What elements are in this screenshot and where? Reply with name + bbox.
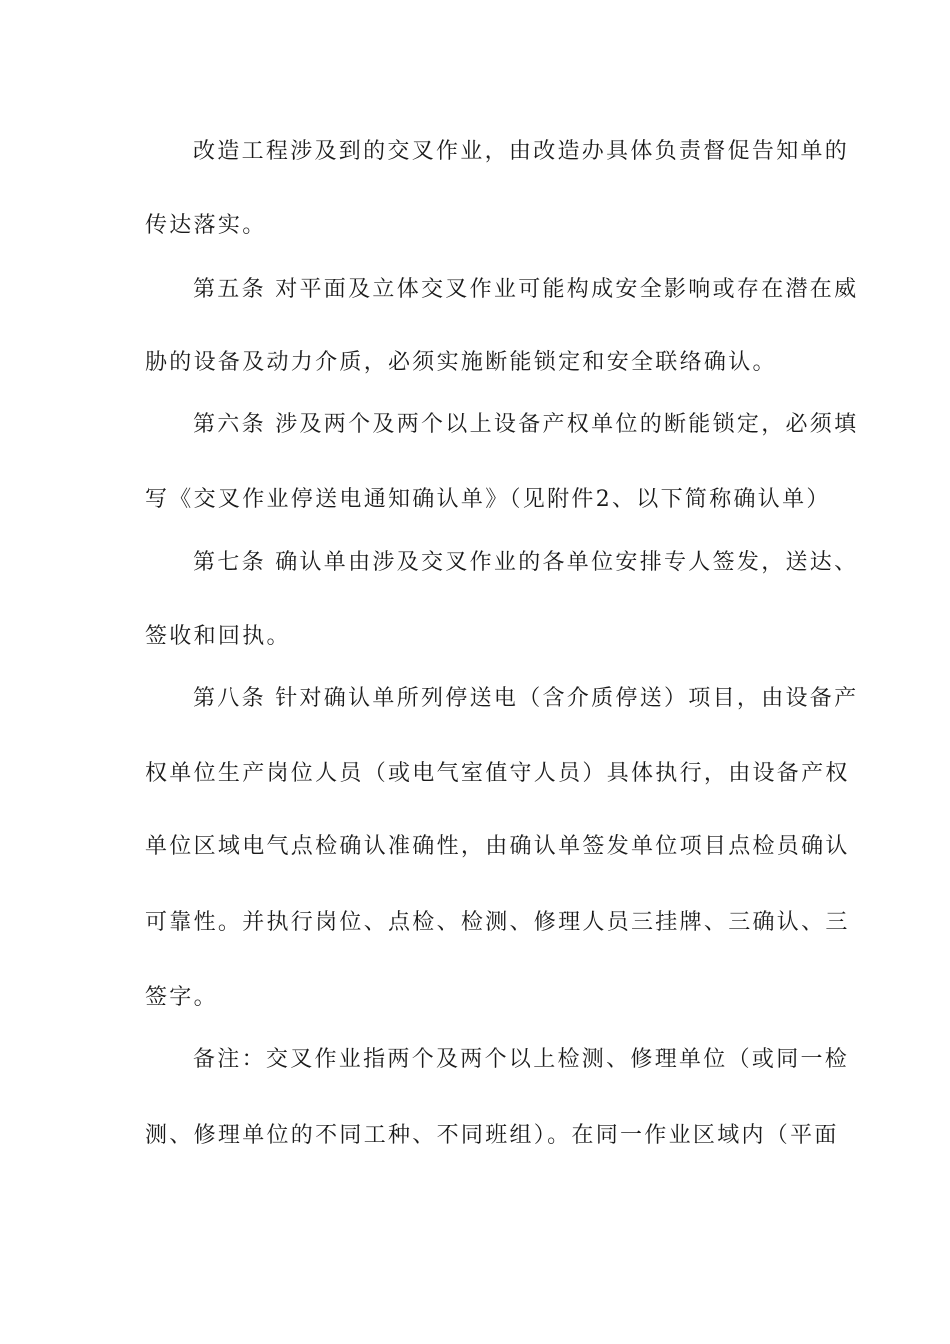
text-line: 第八条 针对确认单所列停送电（含介质停送）项目，由设备产 [193,686,859,711]
text-line: 改造工程涉及到的交叉作业，由改造办具体负责督促告知单的 [193,139,850,164]
text-line: 传达落实。 [145,213,267,238]
text-line: 胁的设备及动力介质，必须实施断能锁定和安全联络确认。 [145,350,777,375]
text-line: 第七条 确认单由涉及交叉作业的各单位安排专人签发，送达、 [193,550,859,575]
text-line: 单位区域电气点检确认准确性，由确认单签发单位项目点检员确认 [145,834,850,859]
text-line: 测、修理单位的不同工种、不同班组）。在同一作业区域内（平面 [145,1123,839,1148]
text-line: 第六条 涉及两个及两个以上设备产权单位的断能锁定，必须填 [193,412,859,437]
text-line: 可靠性。并执行岗位、点检、检测、修理人员三挂牌、三确认、三 [145,910,850,935]
text-line: 权单位生产岗位人员（或电气室值守人员）具体执行，由设备产权 [145,761,850,786]
text-line: 签字。 [145,985,218,1010]
text-line: 备注：交叉作业指两个及两个以上检测、修理单位（或同一检 [193,1047,850,1072]
text-line: 写《交叉作业停送电通知确认单》（见附件2、以下简称确认单） [145,487,831,512]
text-line: 签收和回执。 [145,624,291,649]
text-line: 第五条 对平面及立体交叉作业可能构成安全影响或存在潜在威 [193,277,859,302]
